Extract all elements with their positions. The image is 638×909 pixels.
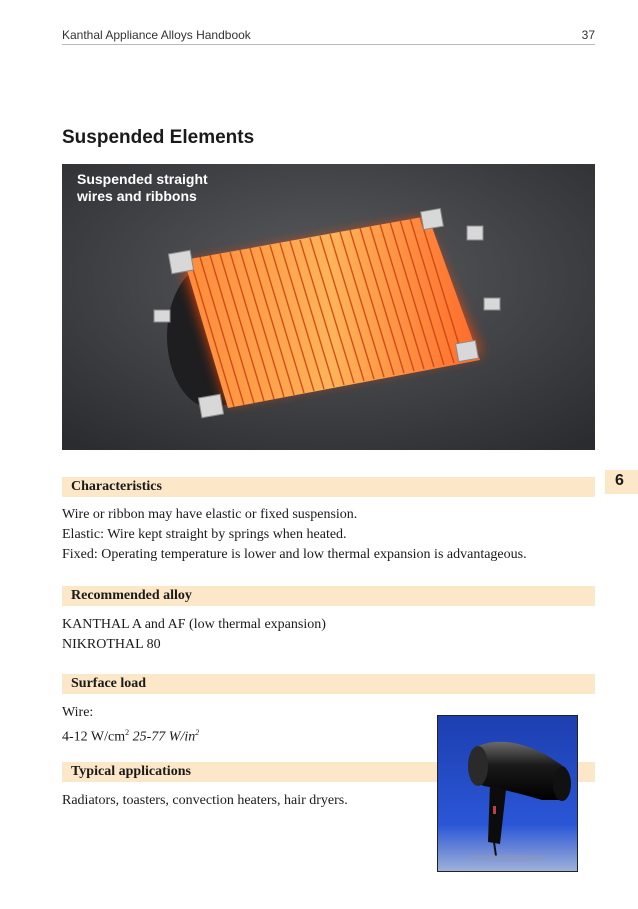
recommended-alloy-text [62, 615, 326, 655]
running-header [62, 24, 595, 45]
page-number: 37 [581, 28, 595, 42]
heating-element-illustration [62, 164, 595, 450]
recommended-alloy-line: NIKROTHAL 80 [62, 637, 161, 652]
characteristics-heading-bar [62, 477, 595, 497]
typical-applications-text [62, 791, 348, 811]
chapter-tab [605, 470, 638, 494]
photo-caption-line-1: Suspended straight [77, 171, 208, 187]
heating-element-photo [62, 164, 595, 450]
surface-load-heading: Surface load [71, 676, 147, 691]
surface-load-values: 4-12 $W/cm^2$ 25-77 $W/in^2$ [62, 728, 200, 745]
characteristics-line: Elastic: Wire kept straight by springs when heated. [62, 527, 347, 542]
characteristics-heading: Characteristics [71, 479, 162, 494]
surface-load-metric: 4-12 W/cm [62, 729, 126, 745]
typical-applications-heading: Typical applications [71, 764, 191, 779]
characteristics-text [62, 505, 527, 565]
section-title: Suspended Elements [62, 127, 255, 148]
recommended-alloy-line: KANTHAL A and AF (low thermal expansion) [62, 617, 326, 632]
hair-dryer-illustration [438, 716, 577, 871]
photo-caption [77, 171, 247, 205]
characteristics-line: Fixed: Operating temperature is lower and low thermal expansion is advantageous. [62, 547, 527, 562]
recommended-alloy-heading: Recommended alloy [71, 588, 192, 603]
characteristics-line: Wire or ribbon may have elastic or fixed suspension. [62, 507, 358, 522]
recommended-alloy-heading-bar [62, 586, 595, 606]
surface-load-imperial: 25-77 W/in [132, 729, 196, 745]
hair-dryer-photo [437, 715, 578, 872]
typical-applications-line: Radiators, toasters, convection heaters, hair dryers. [62, 793, 348, 808]
surface-load-label: Wire: [62, 705, 94, 720]
handbook-title: Kanthal Appliance Alloys Handbook [62, 28, 251, 42]
surface-load-text [62, 703, 199, 748]
surface-load-heading-bar [62, 674, 595, 694]
photo-caption-line-2: wires and ribbons [77, 188, 197, 204]
chapter-number: 6 [615, 472, 624, 489]
